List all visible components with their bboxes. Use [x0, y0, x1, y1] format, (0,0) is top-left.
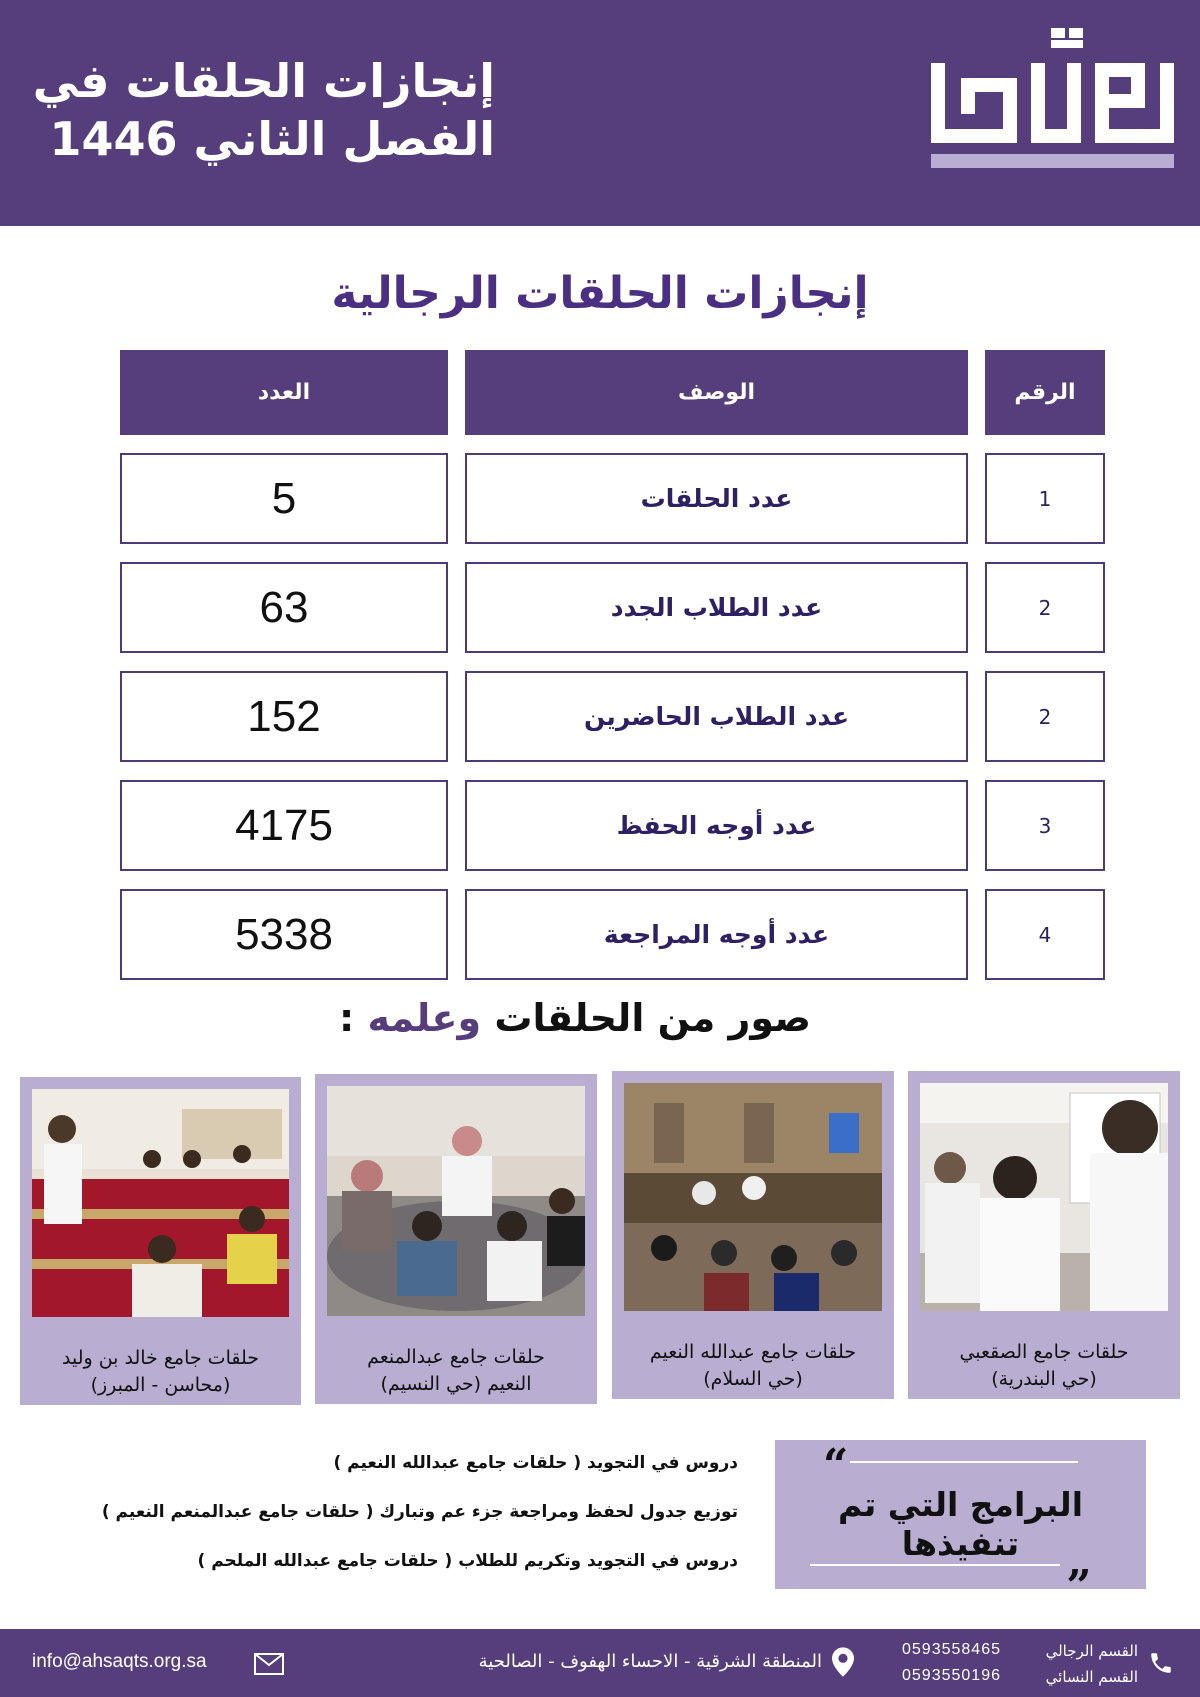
table-header-number: الرقم [985, 350, 1105, 435]
photo-card-saqabi [908, 1071, 1180, 1399]
section-title: إنجازات الحلقات الرجالية [331, 268, 869, 319]
photos-title-suffix: : [339, 996, 355, 1040]
photos-title-accent: وعلمه [367, 996, 482, 1040]
program-item: دروس في التجويد وتكريم للطلاب ( حلقات جامع عبدالله الملحم ) [197, 1551, 738, 1571]
top-divider [850, 1461, 1078, 1463]
bottom-divider [810, 1564, 1060, 1566]
row-count-cell: 63 [120, 562, 448, 653]
header-title [33, 52, 495, 168]
row-description-cell: عدد الطلاب الجدد [465, 562, 968, 653]
phone-icon [1148, 1650, 1174, 1676]
row-count-cell: 4175 [120, 780, 448, 871]
women-section-label: القسم النسائي [1045, 1668, 1138, 1686]
row-description-cell: عدد أوجه الحفظ [465, 780, 968, 871]
wa-allamahu-logo [931, 28, 1174, 176]
photo-card-khalid-bin-walid [20, 1077, 301, 1405]
programs-title: البرامج التي تم تنفيذها [837, 1485, 1084, 1563]
row-number-cell: 1 [985, 453, 1105, 544]
photo-card-abdullah-alnaeem [612, 1071, 894, 1399]
row-description-cell: عدد الحلقات [465, 453, 968, 544]
photo-caption: حلقات جامع عبدالمنعم النعيم (حي النسيم) [367, 1346, 545, 1395]
programs-box [775, 1440, 1146, 1589]
row-count-cell: 152 [120, 671, 448, 762]
photo-caption: حلقات جامع خالد بن وليد (محاسن - المبرز) [61, 1347, 260, 1396]
email-link[interactable]: info@ahsaqts.org.sa [32, 1651, 207, 1672]
open-quote-mark: “ [823, 1440, 849, 1491]
row-description-cell: عدد أوجه المراجعة [465, 889, 968, 980]
row-number-cell: 2 [985, 671, 1105, 762]
photo-abdullah-alnaeem-image [624, 1083, 882, 1311]
photo-khalid-bin-walid-image [32, 1089, 289, 1317]
table-header-description: الوصف [465, 350, 968, 435]
photo-caption: حلقات جامع الصقعبي (حي البندرية) [959, 1341, 1129, 1390]
program-item: توزيع جدول لحفظ ومراجعة جزء عم وتبارك ( حلقات جامع عبدالمنعم النعيم ) [101, 1502, 738, 1522]
photo-saqabi-image [920, 1083, 1168, 1311]
header-title-line2: الفصل الثاني 1446 [49, 112, 495, 166]
women-phone[interactable]: 0593550196 [902, 1667, 1001, 1684]
row-number-cell: 2 [985, 562, 1105, 653]
photos-title-prefix: صور من الحلقات [494, 996, 811, 1040]
row-number-cell: 4 [985, 889, 1105, 980]
header-title-line1: إنجازات الحلقات في [32, 54, 495, 108]
row-count-cell: 5 [120, 453, 448, 544]
address-text: المنطقة الشرقية - الاحساء الهفوف - الصالحية [478, 1651, 822, 1672]
photo-card-abdulmunim-alnaeem [315, 1074, 597, 1404]
row-description-cell: عدد الطلاب الحاضرين [465, 671, 968, 762]
photo-abdulmunim-alnaeem-image [327, 1086, 585, 1316]
table-header-count: العدد [120, 350, 448, 435]
close-quote-mark: „ [1067, 1536, 1093, 1587]
footer [0, 1629, 1200, 1697]
row-count-cell: 5338 [120, 889, 448, 980]
men-phone[interactable]: 0593558465 [902, 1641, 1001, 1658]
header-banner [0, 0, 1200, 226]
row-number-cell: 3 [985, 780, 1105, 871]
photo-caption: حلقات جامع عبدالله النعيم (حي السلام) [649, 1341, 857, 1390]
men-section-label: القسم الرجالي [1045, 1642, 1138, 1660]
email-icon [254, 1653, 284, 1675]
location-pin-icon [832, 1647, 854, 1677]
photos-section-title [0, 996, 1150, 1040]
program-item: دروس في التجويد ( حلقات جامع عبدالله النعيم ) [333, 1453, 738, 1473]
